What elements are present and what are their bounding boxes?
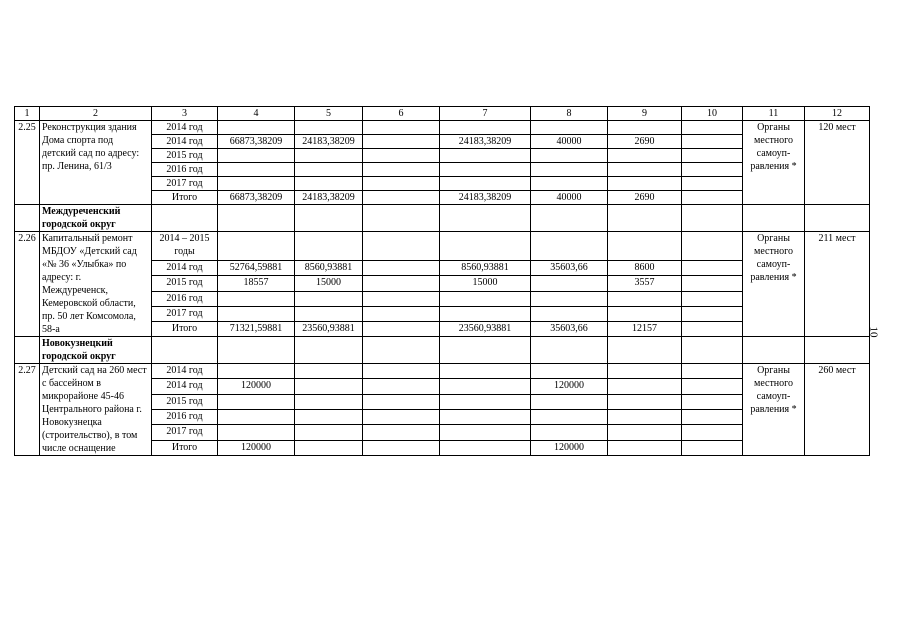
- amount-cell: 40000: [531, 191, 608, 205]
- amount-cell: 24183,38209: [295, 135, 363, 149]
- amount-cell: [682, 409, 743, 424]
- capacity-cell: 211 мест: [805, 232, 870, 337]
- amount-cell: [363, 232, 440, 261]
- amount-cell: [295, 163, 363, 177]
- amount-cell: 23560,93881: [295, 321, 363, 336]
- amount-cell: [218, 163, 295, 177]
- amount-cell: [440, 364, 531, 379]
- amount-cell: [363, 364, 440, 379]
- period-cell: 2015 год: [152, 276, 218, 291]
- amount-cell: [682, 321, 743, 336]
- amount-cell: [440, 306, 531, 321]
- amount-cell: [608, 149, 682, 163]
- row-number: 2.25: [15, 121, 40, 205]
- amount-cell: [608, 177, 682, 191]
- amount-cell: [682, 394, 743, 409]
- header-cell: 1: [15, 107, 40, 121]
- amount-cell: [531, 276, 608, 291]
- amount-cell: [440, 440, 531, 455]
- amount-cell: [363, 379, 440, 394]
- capacity-cell: 120 мест: [805, 121, 870, 205]
- empty-cell: [531, 337, 608, 364]
- empty-cell: [682, 337, 743, 364]
- amount-cell: 24183,38209: [440, 135, 531, 149]
- period-cell: 2014 год: [152, 135, 218, 149]
- amount-cell: [218, 177, 295, 191]
- amount-cell: [682, 364, 743, 379]
- amount-cell: [531, 409, 608, 424]
- empty-cell: [295, 205, 363, 232]
- empty-cell: [15, 205, 40, 232]
- amount-cell: [295, 440, 363, 455]
- amount-cell: 35603,66: [531, 321, 608, 336]
- amount-cell: [295, 425, 363, 440]
- empty-cell: [152, 337, 218, 364]
- amount-cell: [295, 379, 363, 394]
- amount-cell: 120000: [531, 379, 608, 394]
- empty-cell: [15, 337, 40, 364]
- table-row: [15, 232, 870, 261]
- amount-cell: [295, 409, 363, 424]
- period-cell: 2016 год: [152, 291, 218, 306]
- empty-cell: [608, 337, 682, 364]
- amount-cell: [531, 291, 608, 306]
- amount-cell: [295, 364, 363, 379]
- amount-cell: [531, 232, 608, 261]
- amount-cell: [363, 394, 440, 409]
- amount-cell: [295, 291, 363, 306]
- period-cell: Итого: [152, 440, 218, 455]
- header-cell: 2: [40, 107, 152, 121]
- amount-cell: 24183,38209: [295, 191, 363, 205]
- amount-cell: [531, 306, 608, 321]
- amount-cell: [608, 394, 682, 409]
- amount-cell: [682, 135, 743, 149]
- amount-cell: 23560,93881: [440, 321, 531, 336]
- amount-cell: 12157: [608, 321, 682, 336]
- header-cell: 10: [682, 107, 743, 121]
- amount-cell: [218, 306, 295, 321]
- amount-cell: [440, 425, 531, 440]
- amount-cell: [440, 394, 531, 409]
- empty-cell: [743, 337, 805, 364]
- amount-cell: 15000: [295, 276, 363, 291]
- period-cell: 2015 год: [152, 394, 218, 409]
- amount-cell: 24183,38209: [440, 191, 531, 205]
- empty-cell: [531, 205, 608, 232]
- amount-cell: [363, 321, 440, 336]
- amount-cell: [218, 364, 295, 379]
- amount-cell: [295, 121, 363, 135]
- header-cell: 7: [440, 107, 531, 121]
- amount-cell: [531, 177, 608, 191]
- row-number: 2.26: [15, 232, 40, 337]
- empty-cell: [152, 205, 218, 232]
- executor-cell: Органы местного самоуп-равления *: [743, 232, 805, 337]
- amount-cell: [363, 440, 440, 455]
- amount-cell: 120000: [218, 379, 295, 394]
- amount-cell: 71321,59881: [218, 321, 295, 336]
- district-name: Новокузнецкий городской округ: [40, 337, 152, 364]
- amount-cell: 2690: [608, 191, 682, 205]
- amount-cell: [682, 232, 743, 261]
- amount-cell: [682, 261, 743, 276]
- amount-cell: [531, 163, 608, 177]
- amount-cell: [608, 306, 682, 321]
- header-cell: 4: [218, 107, 295, 121]
- amount-cell: [363, 135, 440, 149]
- amount-cell: 3557: [608, 276, 682, 291]
- amount-cell: [531, 149, 608, 163]
- amount-cell: [295, 306, 363, 321]
- amount-cell: 40000: [531, 135, 608, 149]
- empty-cell: [743, 205, 805, 232]
- amount-cell: 15000: [440, 276, 531, 291]
- amount-cell: [363, 177, 440, 191]
- period-cell: 2017 год: [152, 425, 218, 440]
- amount-cell: [363, 425, 440, 440]
- amount-cell: 8600: [608, 261, 682, 276]
- amount-cell: [363, 121, 440, 135]
- amount-cell: 120000: [531, 440, 608, 455]
- empty-cell: [682, 205, 743, 232]
- period-cell: 2014 год: [152, 121, 218, 135]
- period-cell: 2014 год: [152, 261, 218, 276]
- amount-cell: [682, 291, 743, 306]
- amount-cell: [682, 379, 743, 394]
- amount-cell: [440, 121, 531, 135]
- amount-cell: [682, 149, 743, 163]
- header-cell: 11: [743, 107, 805, 121]
- capacity-cell: 260 мест: [805, 364, 870, 456]
- header-cell: 5: [295, 107, 363, 121]
- amount-cell: [363, 306, 440, 321]
- amount-cell: [363, 261, 440, 276]
- empty-cell: [363, 205, 440, 232]
- header-cell: 12: [805, 107, 870, 121]
- period-cell: 2014 год: [152, 379, 218, 394]
- amount-cell: [608, 291, 682, 306]
- empty-cell: [295, 337, 363, 364]
- empty-cell: [363, 337, 440, 364]
- amount-cell: [682, 440, 743, 455]
- amount-cell: [218, 425, 295, 440]
- amount-cell: [295, 177, 363, 191]
- header-cell: 3: [152, 107, 218, 121]
- header-cell: 6: [363, 107, 440, 121]
- amount-cell: [682, 306, 743, 321]
- amount-cell: [363, 191, 440, 205]
- amount-cell: 8560,93881: [295, 261, 363, 276]
- header-cell: 8: [531, 107, 608, 121]
- object-name: Детский сад на 260 мест с бассейном в микрорайоне 45-46 Центрального района г. Новокузнецка (строительство), в том числе оснащение: [40, 364, 152, 456]
- amount-cell: [218, 409, 295, 424]
- amount-cell: [608, 379, 682, 394]
- header-cell: 9: [608, 107, 682, 121]
- period-cell: 2017 год: [152, 306, 218, 321]
- amount-cell: [363, 276, 440, 291]
- table-row: [15, 121, 870, 135]
- amount-cell: [682, 276, 743, 291]
- amount-cell: [440, 232, 531, 261]
- amount-cell: [440, 291, 531, 306]
- amount-cell: 2690: [608, 135, 682, 149]
- amount-cell: 8560,93881: [440, 261, 531, 276]
- amount-cell: [682, 191, 743, 205]
- period-cell: 2015 год: [152, 149, 218, 163]
- amount-cell: [608, 232, 682, 261]
- amount-cell: [363, 163, 440, 177]
- amount-cell: [363, 149, 440, 163]
- amount-cell: [682, 121, 743, 135]
- amount-cell: [218, 121, 295, 135]
- amount-cell: [682, 425, 743, 440]
- amount-cell: [531, 425, 608, 440]
- object-name: Капитальный ремонт МБДОУ «Детский сад «№ 36 «Улыбка» по адресу: г. Междуреченск, Кемеровской области, пр. 50 лет Комсомола, 58-а: [40, 232, 152, 337]
- amount-cell: 35603,66: [531, 261, 608, 276]
- amount-cell: [295, 149, 363, 163]
- amount-cell: 18557: [218, 276, 295, 291]
- period-cell: Итого: [152, 321, 218, 336]
- amount-cell: [682, 163, 743, 177]
- amount-cell: [218, 149, 295, 163]
- executor-cell: Органы местного самоуп-равления *: [743, 364, 805, 456]
- period-cell: 2014 год: [152, 364, 218, 379]
- executor-cell: Органы местного самоуп-равления *: [743, 121, 805, 205]
- amount-cell: [531, 121, 608, 135]
- amount-cell: 66873,38209: [218, 135, 295, 149]
- amount-cell: [440, 163, 531, 177]
- header-row: [15, 107, 870, 121]
- object-name: Реконструкция здания Дома спорта под детский сад по адресу: пр. Ленина, 61/3: [40, 121, 152, 205]
- row-number: 2.27: [15, 364, 40, 456]
- period-cell: 2016 год: [152, 163, 218, 177]
- empty-cell: [805, 337, 870, 364]
- empty-cell: [218, 337, 295, 364]
- amount-cell: [531, 394, 608, 409]
- amount-cell: [608, 163, 682, 177]
- amount-cell: [363, 409, 440, 424]
- amount-cell: [295, 232, 363, 261]
- amount-cell: [218, 291, 295, 306]
- empty-cell: [608, 205, 682, 232]
- program-table: [14, 106, 870, 456]
- page-number: 10: [867, 326, 880, 338]
- amount-cell: [440, 149, 531, 163]
- period-cell: Итого: [152, 191, 218, 205]
- amount-cell: [295, 394, 363, 409]
- district-name: Междуреченский городской округ: [40, 205, 152, 232]
- amount-cell: 120000: [218, 440, 295, 455]
- period-cell: 2016 год: [152, 409, 218, 424]
- amount-cell: [440, 409, 531, 424]
- district-row: [15, 205, 870, 232]
- empty-cell: [440, 205, 531, 232]
- period-cell: 2017 год: [152, 177, 218, 191]
- amount-cell: [608, 425, 682, 440]
- empty-cell: [805, 205, 870, 232]
- amount-cell: [682, 177, 743, 191]
- amount-cell: [218, 232, 295, 261]
- amount-cell: [218, 394, 295, 409]
- amount-cell: 52764,59881: [218, 261, 295, 276]
- amount-cell: 66873,38209: [218, 191, 295, 205]
- amount-cell: [608, 364, 682, 379]
- table-row: [15, 364, 870, 379]
- amount-cell: [608, 440, 682, 455]
- amount-cell: [608, 121, 682, 135]
- district-row: [15, 337, 870, 364]
- amount-cell: [608, 409, 682, 424]
- table-body: [15, 107, 870, 456]
- empty-cell: [440, 337, 531, 364]
- empty-cell: [218, 205, 295, 232]
- amount-cell: [440, 177, 531, 191]
- amount-cell: [531, 364, 608, 379]
- amount-cell: [363, 291, 440, 306]
- amount-cell: [440, 379, 531, 394]
- period-cell: 2014 – 2015 годы: [152, 232, 218, 261]
